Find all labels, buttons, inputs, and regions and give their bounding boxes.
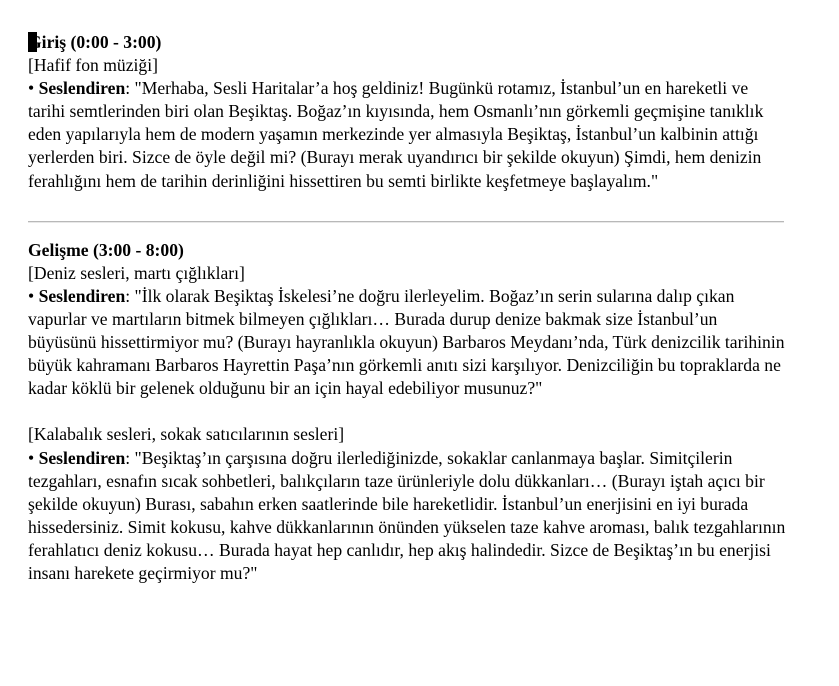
bullet: • [28, 78, 35, 99]
section-divider [28, 221, 784, 223]
document-body[interactable] [28, 31, 788, 585]
sound-cue: [Deniz sesleri, martı çığlıkları] [28, 262, 245, 283]
narration-text: : "İlk olarak Beşiktaş İskelesi’ne doğru ilerleyelim. Boğaz’ın serin sularına dalıp çıkan vapurlar ve martıların bitmek bilmeyen çığlıkları… Burada durup denize bakmak size İstanbul’un büyüsünü hissettirmiyor mu? (Burayı hayranlıkla okuyun) Barbaros Meydanı’nda, Türk denizcilik tarihinin büyük kahramanı Barbaros Hayrettin Paşa’nın görkemli anıtı sizi karşılıyor. Denizciliğin bu topraklarda ne kadar köklü bir gelenek olduğunu bir an için hayal edebiliyor musunuz?" [28, 285, 785, 399]
narration-text: : "Merhaba, Sesli Haritalar’a hoş geldiniz! Bugünkü rotamız, İstanbul’un en hareketli ve tarihi semtlerinden biri olan Beşiktaş. Boğaz’ın kıyısında, hem Osmanlı’nın görkemli geçmişine tanıklık eden yapılarıyla hem de modern yaşamın merkezinde yer almasıyla Beşiktaş, İstanbul’un kalbinin attığı yerlerden biri. Sizce de öyle değil mi? (Burayı merak uyandırıcı bir şekilde okuyun) Şimdi, hem denizin ferahlığını hem de tarihin derinliğini hissettiren bu semti birlikte keşfetmeye başlayalım." [28, 78, 764, 191]
narrator-label: Seslendiren [38, 447, 126, 468]
sound-cue: [Kalabalık sesleri, sokak satıcılarının sesleri] [28, 424, 345, 445]
bullet: • [28, 447, 35, 468]
bullet: • [28, 285, 35, 306]
narration-text: : "Beşiktaş’ın çarşısına doğru ilerlediğinizde, sokaklar canlanmaya başlar. Simitçilerin tezgahları, esnafın sıcak sohbetleri, balıkçıların taze ürünleriyle dolu dükkanları… (Burayı iştah açıcı bir şekilde okuyun) Burası, sabahın erken saatlerinde bile hareketlidir. İstanbul’un enerjisini en iyi burada hissedersiniz. Simit kokusu, kahve dükkanlarının önünden yükselen taze kahve aroması, balık tezgahlarının ferahlatıcı deniz kokusu… Burada hayat hep canlıdır, hep akış halindedir. Sizce de Beşiktaş’ın bu enerjisi insanı harekete geçirmiyor mu?" [28, 447, 786, 583]
section-heading-text: Giriş (0:00 - 3:00) [28, 32, 162, 52]
narration-paragraph [28, 285, 788, 400]
narration-paragraph [28, 77, 788, 192]
narration-paragraph [28, 447, 788, 586]
narrator-label: Seslendiren [38, 285, 126, 306]
section-heading [28, 31, 788, 54]
sound-cue: [Hafif fon müziği] [28, 55, 158, 76]
narrator-label: Seslendiren [38, 78, 126, 99]
section-heading: Gelişme (3:00 - 8:00) [28, 239, 184, 260]
